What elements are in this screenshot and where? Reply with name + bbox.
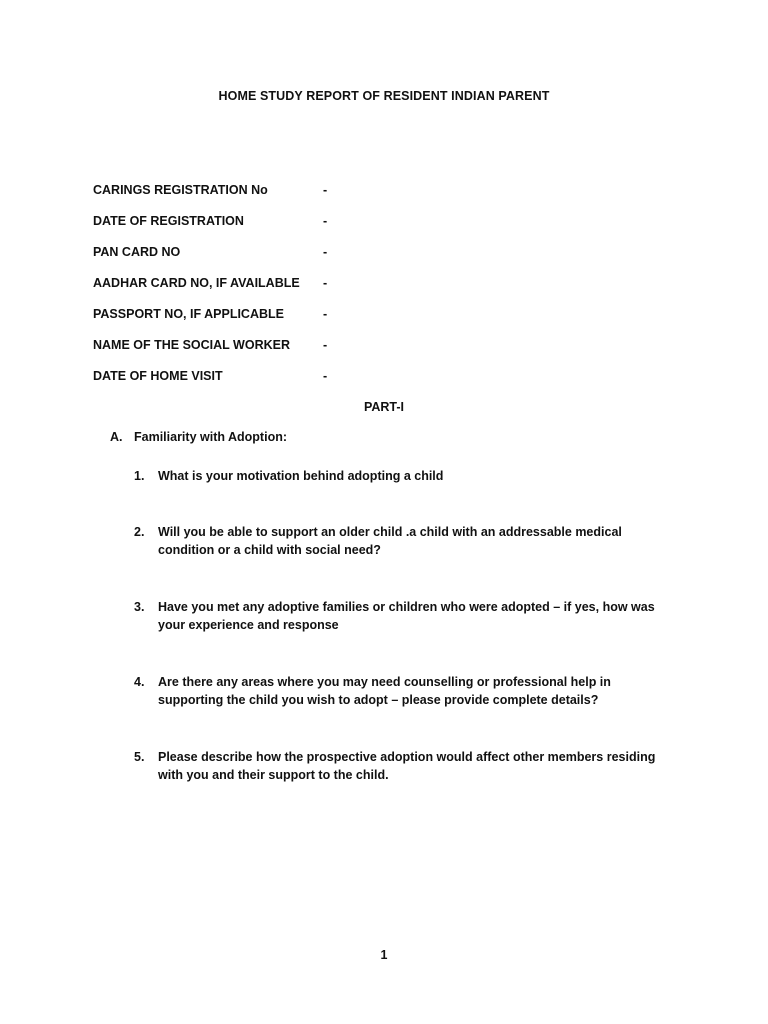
field-label: DATE OF HOME VISIT [93, 369, 223, 383]
question-item [134, 673, 679, 709]
question-item [134, 748, 679, 784]
field-carings-registration [93, 183, 493, 201]
field-label: PASSPORT NO, IF APPLICABLE [93, 307, 284, 321]
question-number: 5. [134, 750, 145, 764]
field-value: - [323, 276, 328, 290]
field-pan-card [93, 245, 493, 263]
field-value: - [323, 214, 328, 228]
document-title: HOME STUDY REPORT OF RESIDENT INDIAN PARENT [218, 89, 550, 103]
field-value: - [323, 307, 328, 321]
field-label: CARINGS REGISTRATION No [93, 183, 268, 197]
field-aadhar-card [93, 276, 493, 294]
field-label: NAME OF THE SOCIAL WORKER [93, 338, 290, 352]
question-text: What is your motivation behind adopting a child [158, 469, 444, 483]
section-marker: A. [110, 430, 123, 444]
question-item [134, 598, 679, 634]
field-passport [93, 307, 493, 325]
question-text: Are there any areas where you may need counselling or professional help in supporting the child you wish to adopt – please provide complete details? [158, 675, 611, 707]
page-number: 1 [380, 948, 388, 962]
field-date-of-registration [93, 214, 493, 232]
field-social-worker [93, 338, 493, 356]
field-label: AADHAR CARD NO, IF AVAILABLE [93, 276, 300, 290]
field-value: - [323, 369, 328, 383]
question-number: 2. [134, 525, 145, 539]
part-heading: PART-I [363, 400, 405, 414]
question-number: 1. [134, 469, 145, 483]
field-label: PAN CARD NO [93, 245, 181, 259]
question-item [134, 523, 679, 559]
field-value: - [323, 245, 328, 259]
question-text: Will you be able to support an older child .a child with an addressable medical condition or a child with social need? [158, 525, 622, 557]
section-title: Familiarity with Adoption: [134, 430, 288, 444]
field-value: - [323, 338, 328, 352]
field-value: - [323, 183, 328, 197]
question-text: Have you met any adoptive families or children who were adopted – if yes, how was your experience and response [158, 600, 655, 632]
field-label: DATE OF REGISTRATION [93, 214, 244, 228]
field-home-visit-date [93, 369, 493, 387]
section-heading [110, 430, 287, 444]
question-item [134, 467, 679, 485]
question-text: Please describe how the prospective adoption would affect other members residing with you and their support to the child. [158, 750, 656, 782]
question-number: 4. [134, 675, 145, 689]
question-number: 3. [134, 600, 145, 614]
